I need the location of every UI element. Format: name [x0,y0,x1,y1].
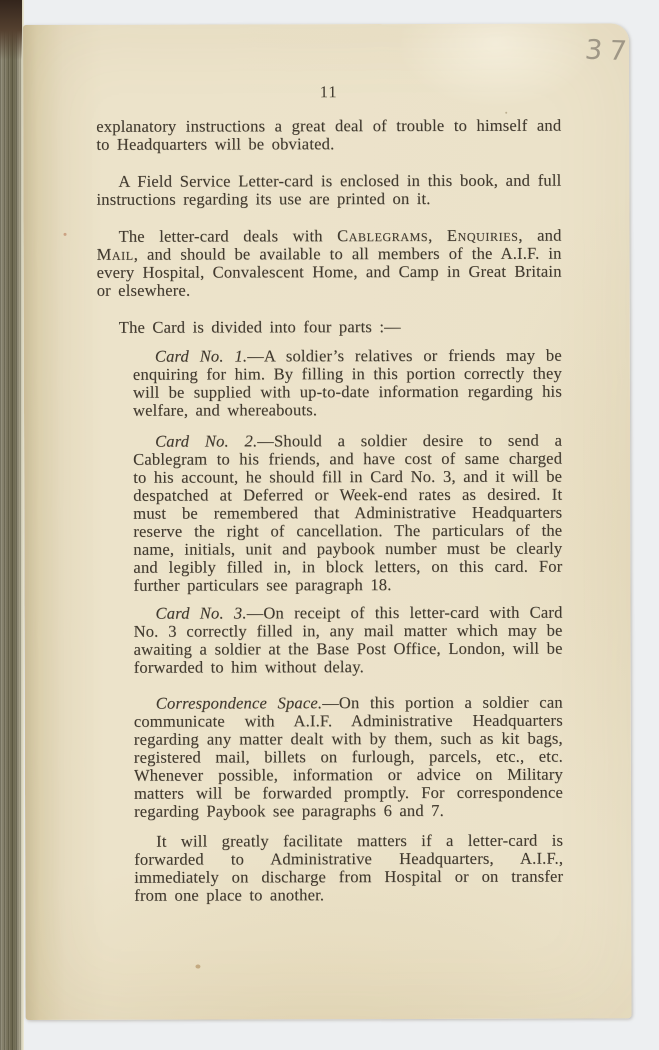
paragraph-continuation: explanatory instructions a great deal of trouble to himself and to Headquarters will be obviated. [96,115,562,154]
paragraph-field-service-card: A Field Service Letter-card is enclosed in this book, and full instructions regarding its use are printed on it. [96,170,562,209]
card-2-body: —Should a soldier desire to send a Cablegram to his friends, and have cost of same charged to his account, he should fill in Card No. 3, and it will be despatched at Deferred or Week-end rates as desired. It must be remembered that Administrative Headquarters reserve the right of cancellation. The particulars of the name, initials, unit and paybook number must be clearly and legibly filled in, in block letters, on this card. For further particulars see paragraph 18. [133,430,563,595]
book-page [23,23,636,1020]
paper-stain [195,965,200,969]
card-3-body: —On receipt of this letter-card with Card No. 3 correctly filled in, any mail matter which may be awaiting a soldier at the Base Post Office, London, will be forwarded to him without delay. [133,602,563,677]
pencil-mark: 37 [583,34,636,68]
paragraph-letter-card-deals [97,227,562,300]
small-caps-mail: Mail [96,244,134,264]
paragraph-card-no-2 [133,432,562,595]
paragraph-card-no-1 [133,347,562,420]
paper-stain [64,233,67,236]
small-caps-cablegrams: Cablegrams [337,225,429,246]
card-2-lead: Card No. 2. [155,431,258,451]
book-cover-corner [0,0,22,60]
printed-text-column [96,24,563,905]
correspondence-body: —On this portion a soldier can communicate with A.I.F. Administrative Headquarters regarding any matter dealt with by them, such as kit bags, registered mail, billets on furlough, parcels, etc., etc. Whenever possible, information or advice on Military matters will be forwarded promptly. For correspondence regarding Paybook see paragraphs 6 and 7. [133,692,564,821]
correspondence-lead: Correspondence Space. [155,693,323,713]
card-3-lead: Card No. 3. [155,603,247,623]
small-caps-enquiries: Enquiries [446,225,519,245]
paragraph-correspondence-space [134,694,563,821]
book-binding [0,0,24,1050]
card-1-body: —A soldier’s relatives or friends may be enquiring for him. By filling in this portion correctly they will be supplied with up-to-date information regarding his welfare, and whereabouts. [132,345,562,420]
card-1-lead: Card No. 1. [154,346,248,366]
text-segment: , and should be available to all members of the A.I.F. in every Hospital, Convalescent Home, and Camp in Great Britain or elsewhere. [96,243,562,300]
paragraph-card-no-3 [134,604,563,677]
paragraph-card-divided: The Card is divided into four parts :— [118,317,401,337]
paragraph-closing: It will greatly facilitate matters if a letter-card is forwarded to Administrative Headquarters, A.I.F., immediately on discharge from Hospital or on transfer from one place to another. [134,830,564,905]
page-number: 11 [319,82,338,102]
text-segment: , and [518,225,562,245]
text-segment: , [428,225,447,245]
text-segment: The letter-card deals with [118,226,338,246]
